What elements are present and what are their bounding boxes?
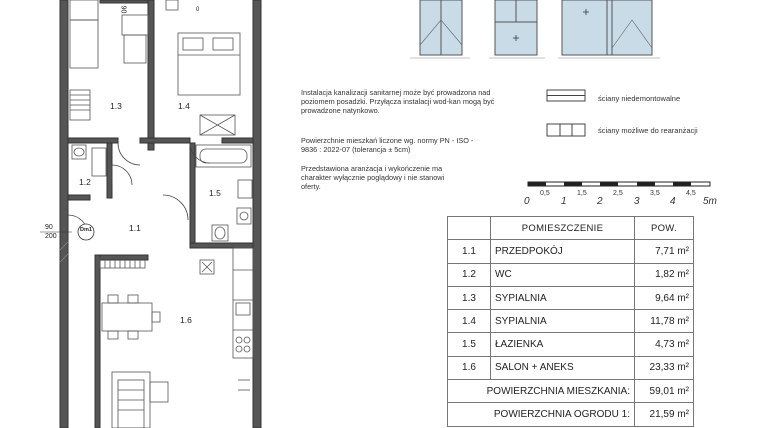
table-garden-row (448, 403, 694, 426)
row-no: 1.3 (448, 286, 491, 309)
wall-living-left (95, 255, 100, 428)
row-room: SYPIALNIA (491, 286, 635, 309)
wall-h5 (190, 243, 253, 248)
garden-value: 21,59 m² (635, 403, 694, 426)
room-label-1-2: 1.2 (79, 177, 91, 187)
legend-fixed-walls: ściany niedemontowalne (598, 94, 681, 103)
total-label: POWIERZCHNIA MIESZKANIA: (448, 380, 635, 403)
wall-h1 (68, 138, 118, 143)
table-row (448, 310, 694, 333)
scale-bar (528, 182, 710, 186)
wall-wc (107, 143, 112, 198)
legend-swatches (547, 90, 585, 136)
wall-wc-bottom (68, 195, 90, 200)
wall-left (60, 0, 68, 428)
door-dim-top: 90 (45, 224, 53, 231)
wall-mid (148, 0, 154, 150)
table-row (448, 286, 694, 309)
row-no: 1.6 (448, 356, 491, 379)
wall-right (253, 0, 261, 428)
room-label-1-4: 1.4 (178, 101, 190, 111)
table-header-row (448, 217, 694, 240)
header-room: POMIESZCZENIE (491, 217, 635, 240)
note-disclaimer: Przedstawiona aranżacja i wykończenie ma charakter wyłącznie poglądowy i nie stanowi oferty. (301, 164, 445, 192)
door-dim-bottom: 200 (45, 233, 57, 240)
row-no: 1.4 (448, 310, 491, 333)
scale-label-small-3: 3,5 (650, 190, 660, 197)
row-room: WC (491, 263, 635, 286)
door-mark: Dm1 (80, 227, 92, 233)
table-row (448, 356, 694, 379)
scale-label-2: 2 (597, 196, 603, 207)
table-row (448, 240, 694, 263)
row-room: SALON + ANEKS (491, 356, 635, 379)
scale-label-5m: 5m (703, 196, 717, 207)
scale-label-small-2: 2,5 (613, 190, 623, 197)
top-dim: 90 (119, 5, 127, 14)
note-norm: Powierzchnie mieszkań liczone wg. normy PN - ISO - 9836 : 2022-07 (tolerancja ± 5cm) (301, 136, 474, 155)
header-area: POW. (635, 217, 694, 240)
scale-label-small-4: 4,5 (686, 190, 696, 197)
header-no (448, 217, 491, 240)
table-total-row (448, 380, 694, 403)
room-label-1-5: 1.5 (209, 188, 221, 198)
window-elevations (410, 0, 660, 58)
row-area: 7,71 m² (635, 240, 694, 263)
top-dim-2: 0 (196, 7, 200, 13)
wall-h3 (222, 138, 253, 143)
door-arc-1 (118, 143, 140, 165)
note-installation: Instalacja kanalizacji sanitarnej może być prowadzona nad poziomem posadzki. Przyłącza instalacji wod-kan mogą być prowadzone natynkowo. (301, 88, 495, 116)
row-area: 4,73 m² (635, 333, 694, 356)
table-row (448, 333, 694, 356)
scale-label-small-0: 0,5 (540, 190, 550, 197)
scale-label-3: 3 (634, 196, 640, 207)
total-value: 59,01 m² (635, 380, 694, 403)
row-no: 1.1 (448, 240, 491, 263)
row-room: PRZEDPOKÓJ (491, 240, 635, 263)
row-room: SYPIALNIA (491, 310, 635, 333)
row-no: 1.2 (448, 263, 491, 286)
wall-bath (190, 143, 195, 243)
row-area: 9,64 m² (635, 286, 694, 309)
rooms-table (447, 216, 694, 427)
row-room: ŁAZIENKA (491, 333, 635, 356)
scale-label-4: 4 (670, 196, 676, 207)
wall-h2 (140, 138, 190, 143)
garden-label: POWIERZCHNIA OGRODU 1: (448, 403, 635, 426)
row-no: 1.5 (448, 333, 491, 356)
scale-label-small-1: 1,5 (577, 190, 587, 197)
row-area: 23,33 m² (635, 356, 694, 379)
room-label-1-6: 1.6 (180, 315, 192, 325)
row-area: 1,82 m² (635, 263, 694, 286)
room-label-1-3: 1.3 (110, 101, 122, 111)
legend-movable-walls: ściany możliwe do rearanżacji (598, 126, 698, 135)
scale-label-0: 0 (524, 196, 530, 207)
room-label-1-1: 1.1 (129, 223, 141, 233)
table-row (448, 263, 694, 286)
scale-label-1: 1 (561, 196, 567, 207)
row-area: 11,78 m² (635, 310, 694, 333)
